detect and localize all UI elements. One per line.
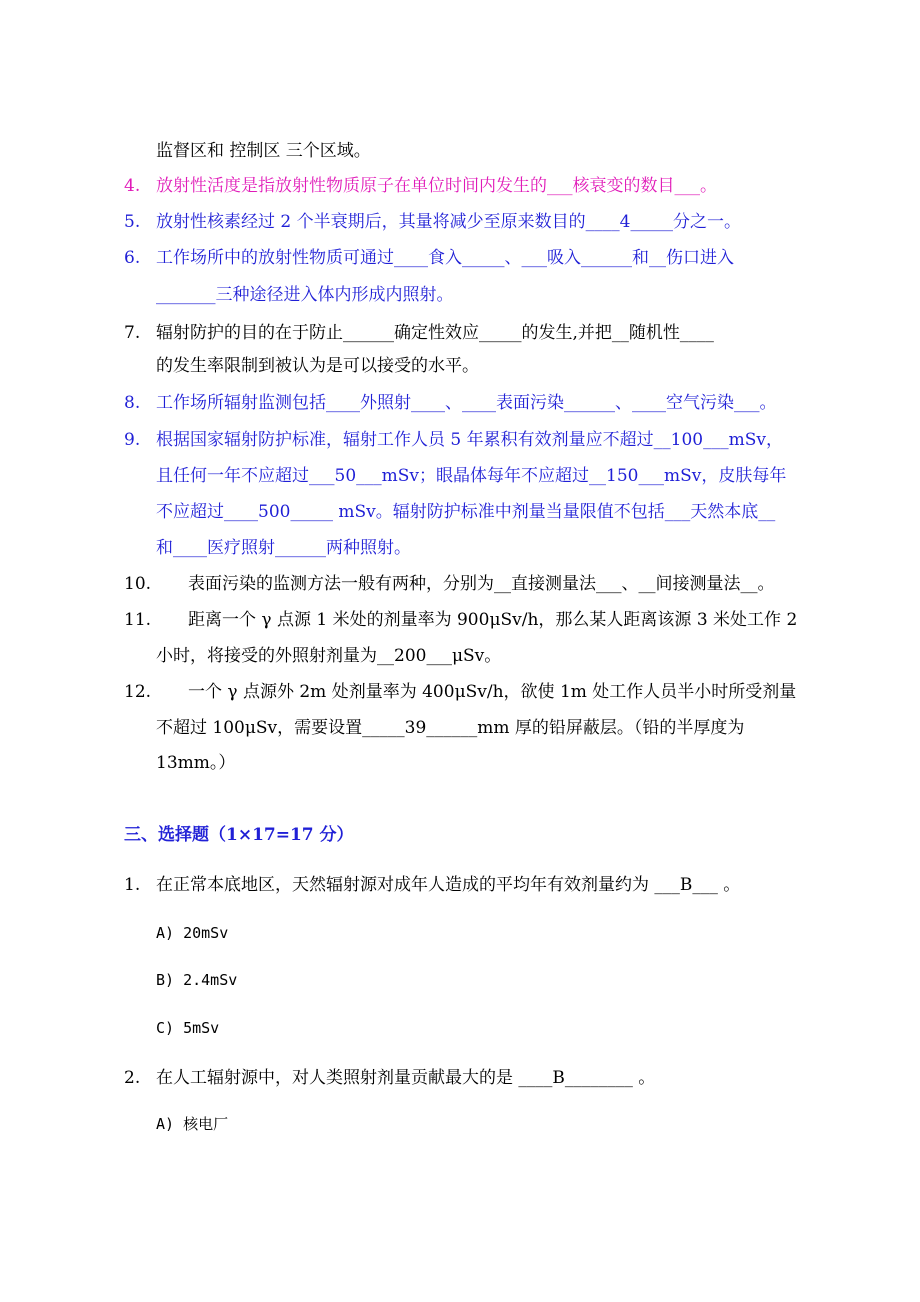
- question-9-text-cont-2: 不应超过____500_____ mSv。辐射防护标准中剂量当量限值不包括___天然本底__: [156, 502, 776, 522]
- question-12-text: 一个 γ 点源外 2m 处剂量率为 400μSv/h，欲使 1m 处工作人员半小时所受剂量: [188, 682, 797, 702]
- question-7-text-cont: 的发生率限制到被认为是可以接受的水平。: [156, 356, 479, 376]
- mc-2-option-a: A) 核电厂: [156, 1115, 229, 1133]
- question-9-text-cont-1: 且任何一年不应超过___50___mSv；眼晶体每年不应超过__150___mSv，皮肤每年: [156, 466, 787, 486]
- mc-1-option-c: C) 5mSv: [156, 1019, 220, 1037]
- question-11-text: 距离一个 γ 点源 1 米处的剂量率为 900μSv/h，那么某人距离该源 3 米处工作 2: [188, 610, 798, 630]
- question-5-number: 5.: [124, 212, 141, 232]
- mc-1-option-a: A) 20mSv: [156, 924, 229, 942]
- question-6-text-cont: _______三种途径进入体内形成内照射。: [156, 285, 454, 305]
- question-7-number: 7.: [124, 323, 141, 343]
- question-12-text-cont-2: 13mm。）: [156, 753, 236, 773]
- section-3-heading: 三、选择题（1×17=17 分）: [124, 825, 354, 845]
- question-4-number: 4.: [124, 176, 141, 196]
- mc-2-text: 在人工辐射源中，对人类照射剂量贡献最大的是 ____B________ 。: [156, 1068, 656, 1088]
- question-8-number: 8.: [124, 393, 141, 413]
- line-continuation: 监督区和 控制区 三个区域。: [156, 141, 371, 161]
- question-9-text-cont-3: 和____医疗照射______两种照射。: [156, 538, 411, 558]
- mc-1-text: 在正常本底地区，天然辐射源对成年人造成的平均年有效剂量约为 ___B___ 。: [156, 875, 741, 895]
- question-10-number: 10.: [124, 574, 152, 594]
- question-4-text: 放射性活度是指放射性物质原子在单位时间内发生的___核衰变的数目___。: [156, 176, 717, 196]
- question-11-number: 11.: [124, 610, 152, 630]
- question-9-text: 根据国家辐射防护标准，辐射工作人员 5 年累积有效剂量应不超过__100___mSv，: [156, 430, 783, 450]
- question-5-text: 放射性核素经过 2 个半衰期后，其量将减少至原来数目的____4_____分之一。: [156, 212, 741, 232]
- question-12-number: 12.: [124, 682, 152, 702]
- question-12-text-cont-1: 不超过 100μSv，需要设置_____39______mm 厚的铅屏蔽层。（铅的半厚度为: [156, 718, 745, 738]
- question-8-text: 工作场所辐射监测包括____外照射____、____表面污染______、____空气污染___。: [156, 393, 777, 413]
- question-6-text: 工作场所中的放射性物质可通过____食入_____、___吸入______和__伤口进入: [156, 248, 734, 268]
- question-7-text: 辐射防护的目的在于防止______确定性效应_____的发生,并把__随机性____: [156, 323, 714, 343]
- question-11-text-cont: 小时，将接受的外照射剂量为__200___μSv。: [156, 646, 502, 666]
- mc-1-option-b: B) 2.4mSv: [156, 971, 238, 989]
- mc-1-number: 1.: [124, 875, 141, 895]
- question-9-number: 9.: [124, 430, 141, 450]
- question-10-text: 表面污染的监测方法一般有两种，分别为__直接测量法___、__间接测量法__。: [188, 574, 775, 594]
- mc-2-number: 2.: [124, 1068, 141, 1088]
- question-6-number: 6.: [124, 248, 141, 268]
